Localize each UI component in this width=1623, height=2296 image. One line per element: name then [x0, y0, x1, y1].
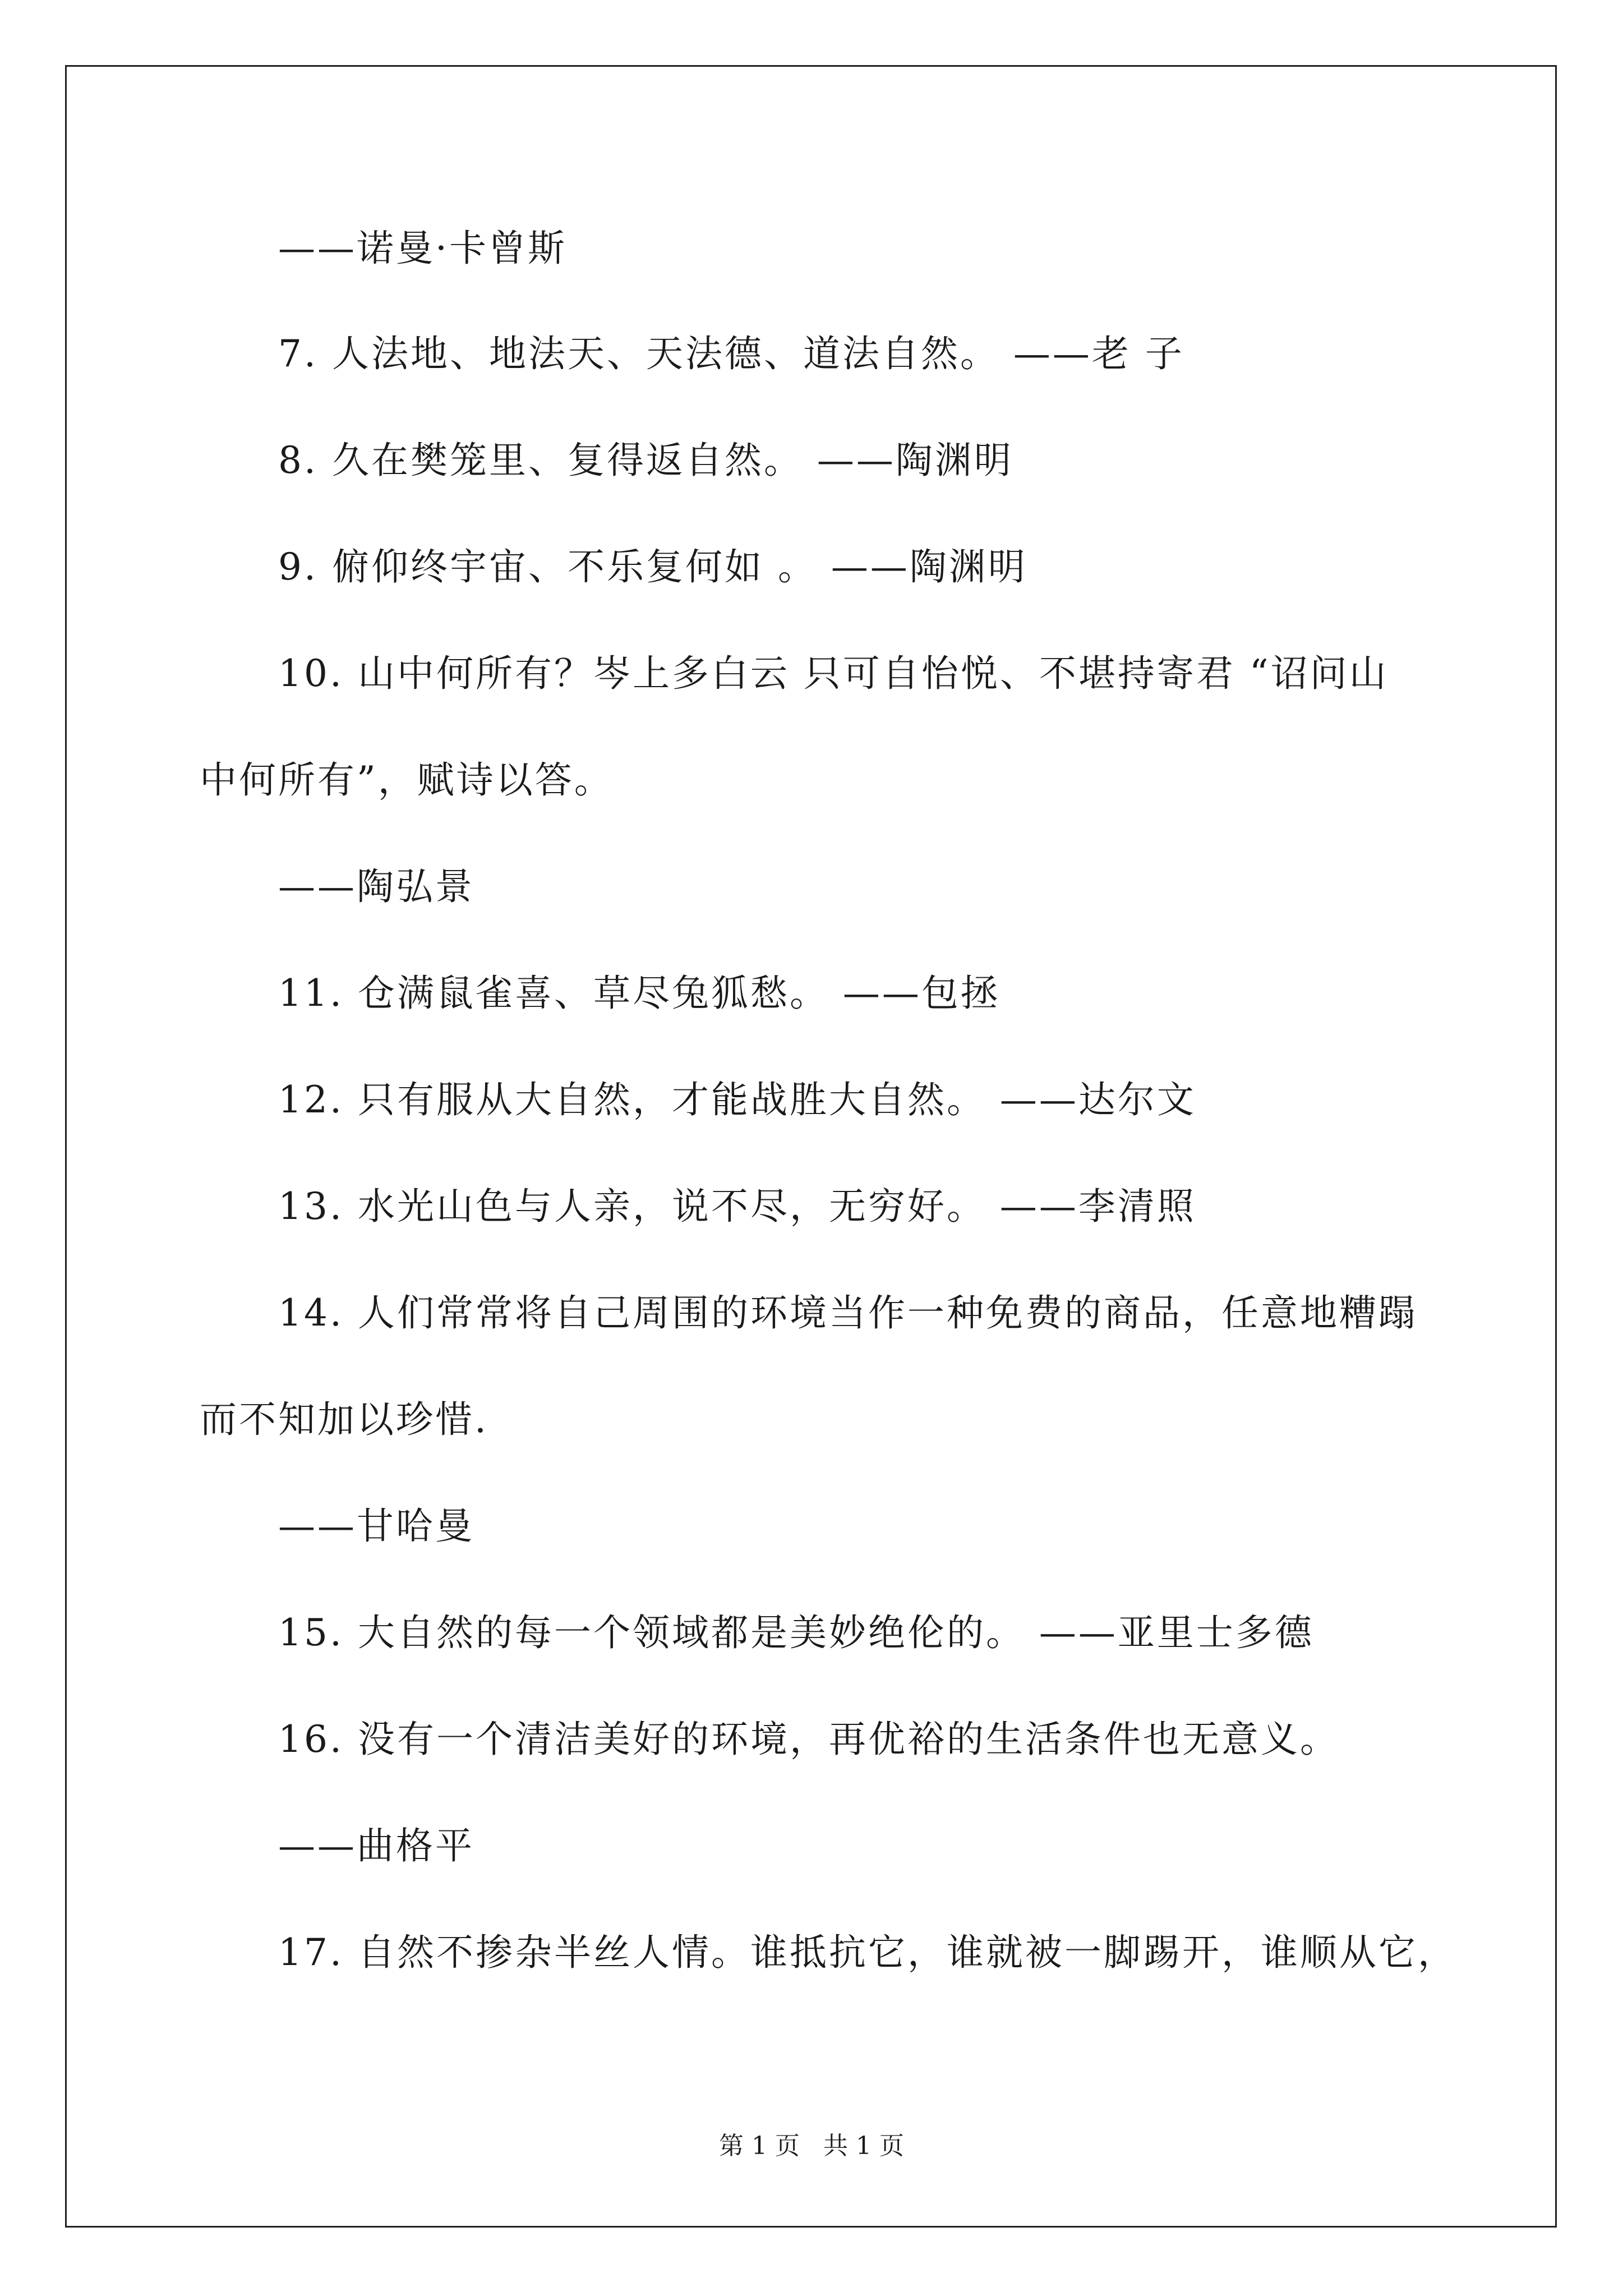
quote-line: 14. 人们常常将自己周围的环境当作一种免费的商品，任意地糟蹋	[278, 1291, 1418, 1335]
quote-line: 10. 山中何所有？岑上多白云 只可自怡悦、不堪持寄君 “诏问山	[278, 652, 1389, 695]
quote-line: 8. 久在樊笼里、复得返自然。 ——陶渊明	[278, 439, 1013, 482]
page-footer: 第 1 页 共 1 页	[719, 2132, 904, 2160]
quote-line: 15. 大自然的每一个领域都是美妙绝伦的。 ——亚里士多德	[278, 1611, 1314, 1654]
quote-attribution: ——陶弘景	[278, 865, 474, 908]
quote-line-continued: 中何所有”，赋诗以答。	[200, 758, 614, 802]
quote-line: 9. 俯仰终宇宙、不乐复何如 。 ——陶渊明	[278, 545, 1027, 588]
page-border	[65, 65, 1557, 2228]
quote-line: 11. 仓满鼠雀喜、草尽兔狐愁。 ——包拯	[278, 972, 1000, 1015]
quote-line: 12. 只有服从大自然，才能战胜大自然。 ——达尔文	[278, 1078, 1196, 1121]
quote-line: 7. 人法地、地法天、天法德、道法自然。 ——老 子	[278, 332, 1184, 375]
quote-line: 17. 自然不掺杂半丝人情。谁抵抗它，谁就被一脚踢开，谁顺从它，	[278, 1931, 1457, 1974]
quote-line: 16. 没有一个清洁美好的环境，再优裕的生活条件也无意义。	[278, 1718, 1339, 1761]
quote-attribution: ——甘哈曼	[278, 1504, 474, 1548]
quote-line: 13. 水光山色与人亲，说不尽，无穷好。 ——李清照	[278, 1185, 1196, 1228]
quote-attribution: ——曲格平	[278, 1824, 474, 1867]
quote-line-continued: 而不知加以珍惜.	[200, 1398, 488, 1441]
quote-attribution: ——诺曼·卡曾斯	[278, 227, 567, 270]
